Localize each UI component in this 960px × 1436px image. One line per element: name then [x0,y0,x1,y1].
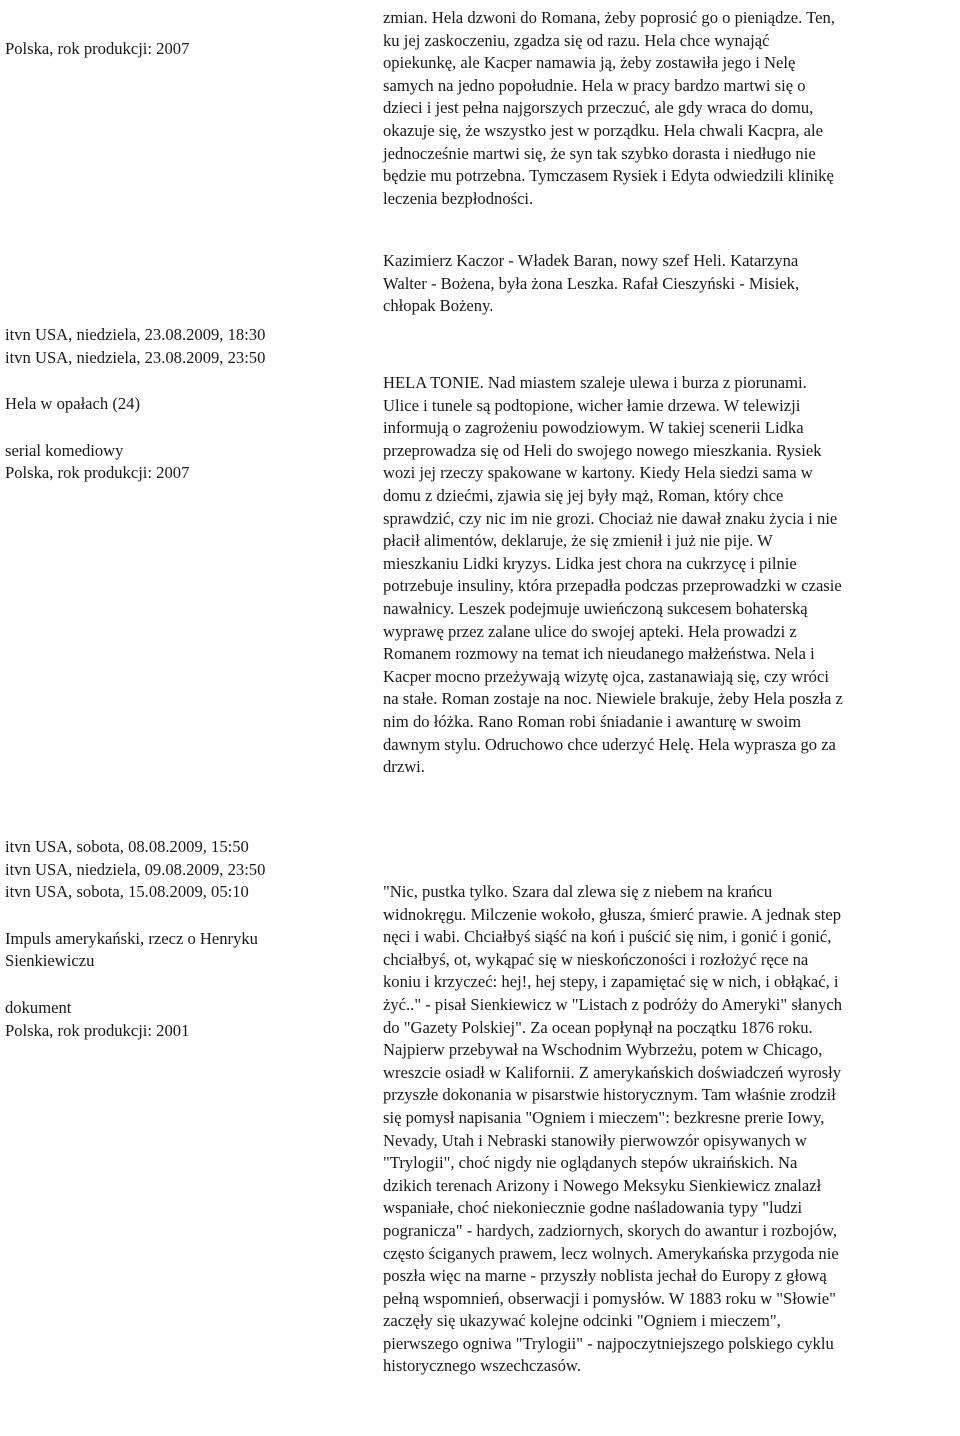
text-line: wyprawę przez zalane ulice do swojej apteki. Hela prowadzi z [383,621,797,641]
text-line: płacił alimentów, deklaruje, że się zmienił i już nie pije. W [383,531,773,551]
listing-meta-impuls [5,836,370,1042]
text-line: ku jej zaskoczeniu, zgadza się od razu. Hela chce wynająć [383,30,770,50]
description-hela-episode [383,372,958,779]
text-line: nim do łóżka. Rano Roman robi śniadanie i awanturę w swoim [383,711,801,731]
broadcast-time: itvn USA, niedziela, 23.08.2009, 23:50 [5,347,266,367]
text-line: na stałe. Roman zostaje na noc. Niewiele brakuje, żeby Hela poszła z [383,689,843,709]
text-line: potrzebuje insuliny, która przepadła podczas przeprowadzki w czasie [383,576,842,596]
description-previous-episode [383,7,958,210]
description-impuls [383,881,958,1378]
program-title: Impuls amerykański, rzecz o Henryku [5,928,258,948]
text-line: jednocześnie martwi się, że syn tak szybko dorasta i niedługo nie [383,143,816,163]
text-line: pogranicza" - hardych, zadziornych, skorych do awantur i rozbojów, [383,1220,838,1240]
cast-list [383,250,958,318]
text-line: drzwi. [383,757,425,777]
text-line: Nevady, Utah i Nebraski stanowiły pierwowzór opisywanych w [383,1130,807,1150]
text-line: dawnym stylu. Odruchowo chce uderzyć Helę. Hela wyprasza go za [383,734,836,754]
text-line: przeprowadza się od Heli do swojego nowego mieszkania. Rysiek [383,440,822,460]
broadcast-time: itvn USA, sobota, 08.08.2009, 15:50 [5,837,249,856]
program-title: Hela w opałach (24) [5,394,140,414]
text-line: chłopak Bożeny. [383,296,494,316]
text-line: żyć.." - pisał Sienkiewicz w "Listach z podróży do Ameryki" słanych [383,994,843,1014]
text-line: nęci i wabi. Chciałbyś siąść na koń i puścić się nim, i gonić i gonić, [383,927,832,947]
text-line: widnokręgu. Milczenie wokoło, głusza, śmierć prawie. A jednak step [383,904,842,924]
listing-meta-previous [5,38,370,61]
country-year: Polska, rok produkcji: 2007 [5,39,190,58]
broadcast-time: itvn USA, niedziela, 09.08.2009, 23:50 [5,859,266,879]
text-line: wozi jej rzeczy spakowane w kartony. Kiedy Hela siedzi sama w [383,463,813,483]
text-line: wspaniałe, choć niekoniecznie godne naśladowania typy "ludzi [383,1198,803,1218]
text-line: Ulice i tunele są podtopione, wicher łamie drzewa. W telewizji [383,395,801,415]
text-line: samych na jedno popołudnie. Hela w pracy bardzo martwi się o [383,75,806,95]
text-line: Kacper mocno przeżywają wizytę ojca, zastanawiają się, czy wróci [383,666,829,686]
broadcast-time: itvn USA, sobota, 15.08.2009, 05:10 [5,882,249,902]
text-line: poszła więc na marne - przyszły noblista jechał do Europy z głową [383,1266,827,1286]
text-line: dzieci i jest pełna najgorszych przeczuć, ale gdy wraca do domu, [383,98,814,118]
listing-meta-hela [5,324,370,485]
program-title: Sienkiewiczu [5,951,95,971]
text-line: się pomysł napisania "Ogniem i mieczem": bezkresne prerie Iowy, [383,1107,825,1127]
text-line: HELA TONIE. Nad miastem szaleje ulewa i burza z piorunami. [383,373,807,392]
text-line: nawałnicy. Leszek podejmuje uwieńczoną sukcesem bohaterską [383,598,808,618]
text-line: "Nic, pustka tylko. Szara dal zlewa się z niebem na krańcu [383,882,773,901]
program-genre: serial komediowy [5,440,124,460]
program-genre: dokument [5,997,72,1017]
text-line: zmian. Hela dzwoni do Romana, żeby poprosić go o pieniądze. Ten, [383,8,835,27]
text-line: Romanem rozmowy na temat ich nieudanego małżeństwa. Nela i [383,644,815,664]
text-line: Najpierw przebywał na Wschodnim Wybrzeżu, potem w Chicago, [383,1040,823,1060]
text-line: mieszkaniu Lidki kryzys. Lidka jest chora na cukrzycę i pilnie [383,553,797,573]
text-line: "Trylogii", choć nigdy nie oglądanych stepów ukraińskich. Na [383,1153,798,1173]
text-line: leczenia bezpłodności. [383,188,534,208]
text-line: pełną wspomnień, obserwacji i pomysłów. W 1883 roku w "Słowie" [383,1288,836,1308]
broadcast-time: itvn USA, niedziela, 23.08.2009, 18:30 [5,325,266,344]
text-line: opiekunkę, ale Kacper namawia ją, żeby zostawiła jego i Nelę [383,53,796,73]
text-line: historycznego wszechczasów. [383,1356,581,1376]
country-year: Polska, rok produkcji: 2007 [5,463,190,483]
text-line: okazuje się, że wszystko jest w porządku. Hela chwali Kacpra, ale [383,120,824,140]
text-line: wreszcie osiadł w Kalifornii. Z amerykańskich doświadczeń wyrosły [383,1062,842,1082]
text-line: zaczęły się ukazywać kolejne odcinki "Ogniem i mieczem", [383,1311,781,1331]
text-line: Walter - Bożena, była żona Leszka. Rafał Cieszyński - Misiek, [383,273,800,293]
country-year: Polska, rok produkcji: 2001 [5,1020,190,1040]
text-line: do "Gazety Polskiej". Za ocean popłynął na początku 1876 roku. [383,1017,813,1037]
text-line: dzikich terenach Arizony i Nowego Meksyku Sienkiewicz znalazł [383,1175,822,1195]
text-line: sprawdzić, czy nic im nie grozi. Chociaż nie dawał znaku życia i nie [383,508,838,528]
text-line: pierwszego ogniwa "Trylogii" - najpoczytniejszego polskiego cyklu [383,1333,834,1353]
text-line: informują o zagrożeniu powodziowym. W takiej scenerii Lidka [383,418,804,438]
text-line: Kazimierz Kaczor - Władek Baran, nowy szef Heli. Katarzyna [383,251,799,270]
text-line: przyszłe dokonania w pisarstwie historycznym. Tam właśnie zrodził [383,1085,836,1105]
text-line: będzie mu potrzebna. Tymczasem Rysiek i Edyta odwiedzili klinikę [383,166,834,186]
text-line: chciałbyś, ot, wykąpać się w nieskończoności i rozłożyć ręce na [383,949,809,969]
text-line: często ściganych prawem, lecz wolnych. Amerykańska przygoda nie [383,1243,839,1263]
text-line: domu z dziećmi, zjawia się jej były mąż, Roman, który chce [383,485,784,505]
text-line: koniu i krzyczeć: hej!, hej stepy, i zapamiętać się w nich, i obłąkać, i [383,972,839,992]
